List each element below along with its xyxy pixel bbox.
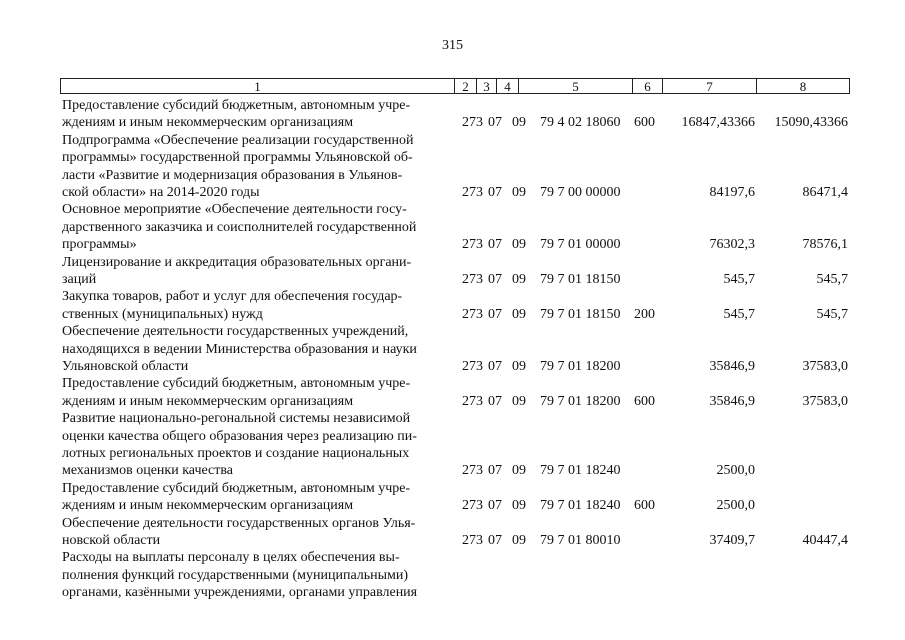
table-row <box>0 480 905 515</box>
cell-c2: 273 <box>462 393 483 409</box>
cell-c8: 545,7 <box>816 306 848 322</box>
table-row <box>0 515 905 550</box>
cell-c2: 273 <box>462 532 483 548</box>
description-line: ждениям и иным некоммерческим организациям <box>62 393 354 409</box>
row-description <box>62 480 456 515</box>
row-description <box>62 515 456 550</box>
cell-c2: 273 <box>462 184 483 200</box>
cell-c2: 273 <box>462 237 483 253</box>
table-row <box>0 254 905 289</box>
cell-c8: 37583,0 <box>802 358 848 374</box>
header-col-5: 5 <box>518 78 632 94</box>
cell-c2: 273 <box>462 463 483 479</box>
description-line: Обеспечение деятельности государственных учреждений, <box>62 324 409 340</box>
cell-c5: 79 7 01 18150 <box>540 306 621 322</box>
row-description <box>62 375 456 410</box>
cell-c5: 79 7 01 80010 <box>540 532 621 548</box>
cell-c5: 79 4 02 18060 <box>540 115 621 131</box>
cell-c8: 78576,1 <box>802 237 848 253</box>
cell-c8: 86471,4 <box>802 184 848 200</box>
row-description <box>62 323 456 375</box>
cell-c4: 09 <box>512 184 526 200</box>
cell-c7: 76302,3 <box>709 237 755 253</box>
description-line: Обеспечение деятельности государственных органов Улья- <box>62 515 416 531</box>
description-line: Предоставление субсидий бюджетным, автономным учре- <box>62 480 411 496</box>
cell-c5: 79 7 01 18200 <box>540 393 621 409</box>
row-description <box>62 410 456 480</box>
cell-c7: 35846,9 <box>709 358 755 374</box>
cell-c3: 07 <box>488 237 502 253</box>
cell-c3: 07 <box>488 115 502 131</box>
cell-c7: 35846,9 <box>709 393 755 409</box>
cell-c7: 16847,43366 <box>681 115 755 131</box>
description-line: программы» государственной программы Ульяновской об- <box>62 150 413 166</box>
table-row <box>0 288 905 323</box>
cell-c3: 07 <box>488 463 502 479</box>
cell-c4: 09 <box>512 358 526 374</box>
cell-c6: 600 <box>634 393 655 409</box>
cell-c3: 07 <box>488 358 502 374</box>
table-row <box>0 201 905 253</box>
cell-c7: 84197,6 <box>709 184 755 200</box>
cell-c7: 2500,0 <box>716 463 755 479</box>
cell-c5: 79 7 01 18150 <box>540 271 621 287</box>
cell-c7: 545,7 <box>723 306 755 322</box>
row-description <box>62 97 456 132</box>
cell-c3: 07 <box>488 306 502 322</box>
description-line: Закупка товаров, работ и услуг для обеспечения госудаp- <box>62 289 403 305</box>
cell-c4: 09 <box>512 532 526 548</box>
description-line: ждениям и иным некоммерческим организациям <box>62 498 354 514</box>
cell-c6: 600 <box>634 115 655 131</box>
description-line: ждениям и иным некоммерческим организациям <box>62 115 354 131</box>
header-col-7: 7 <box>662 78 756 94</box>
cell-c4: 09 <box>512 306 526 322</box>
description-line: органами, казёнными учреждениями, органами управления <box>62 585 418 601</box>
description-line: ласти «Развитие и модернизация образования в Ульянов- <box>62 167 403 183</box>
cell-c2: 273 <box>462 115 483 131</box>
description-line: ской области» на 2014-2020 годы <box>62 185 260 201</box>
cell-c4: 09 <box>512 393 526 409</box>
description-line: Предоставление субсидий бюджетным, автономным учре- <box>62 376 411 392</box>
row-description <box>62 254 456 289</box>
cell-c8: 545,7 <box>816 271 848 287</box>
description-line: заций <box>62 272 97 287</box>
header-col-6: 6 <box>632 78 662 94</box>
cell-c7: 37409,7 <box>709 532 755 548</box>
cell-c3: 07 <box>488 184 502 200</box>
cell-c2: 273 <box>462 271 483 287</box>
description-line: Расходы на выплаты персоналу в целях обеспечения вы- <box>62 550 400 566</box>
description-line: находящихся в ведении Министерства образования и науки <box>62 341 417 357</box>
cell-c4: 09 <box>512 115 526 131</box>
cell-c7: 545,7 <box>723 271 755 287</box>
cell-c8: 40447,4 <box>802 532 848 548</box>
table-row <box>0 375 905 410</box>
description-line: оценки качества общего образования через реализацию пи- <box>62 428 417 444</box>
description-line: программы» <box>62 237 137 253</box>
cell-c4: 09 <box>512 463 526 479</box>
description-line: механизмов оценки качества <box>62 463 234 479</box>
cell-c5: 79 7 00 00000 <box>540 184 621 200</box>
header-col-2: 2 <box>454 78 476 94</box>
cell-c3: 07 <box>488 271 502 287</box>
description-line: новской области <box>62 533 161 548</box>
header-col-8: 8 <box>756 78 850 94</box>
cell-c4: 09 <box>512 237 526 253</box>
header-col-3: 3 <box>476 78 496 94</box>
cell-c4: 09 <box>512 498 526 514</box>
description-line: Предоставление субсидий бюджетным, автономным учре- <box>62 98 411 113</box>
row-description <box>62 549 456 601</box>
page-number: 315 <box>442 38 463 53</box>
cell-c3: 07 <box>488 498 502 514</box>
description-line: Ульяновской области <box>62 359 189 374</box>
description-line: ственных (муниципальных) нужд <box>62 306 263 322</box>
cell-c6: 600 <box>634 498 655 514</box>
cell-c8: 37583,0 <box>802 393 848 409</box>
table-row <box>0 323 905 375</box>
cell-c3: 07 <box>488 393 502 409</box>
cell-c5: 79 7 01 00000 <box>540 237 621 253</box>
cell-c2: 273 <box>462 498 483 514</box>
table-row <box>0 97 905 132</box>
header-col-1: 1 <box>60 78 454 94</box>
header-col-4: 4 <box>496 78 518 94</box>
description-line: Подпрограмма «Обеспечение реализации государственной <box>62 132 414 148</box>
table-row <box>0 132 905 202</box>
description-line: дарственного заказчика и соисполнителей государственной <box>62 219 417 235</box>
row-description <box>62 132 456 202</box>
cell-c5: 79 7 01 18240 <box>540 498 621 514</box>
cell-c5: 79 7 01 18200 <box>540 358 621 374</box>
description-line: полнения функций государственными (муниципальными) <box>62 567 409 583</box>
cell-c7: 2500,0 <box>716 498 755 514</box>
cell-c3: 07 <box>488 532 502 548</box>
description-line: Основное мероприятие «Обеспечение деятельности госу- <box>62 202 407 218</box>
row-description <box>62 288 456 323</box>
cell-c5: 79 7 01 18240 <box>540 463 621 479</box>
row-description <box>62 201 456 253</box>
cell-c8: 15090,43366 <box>774 115 848 131</box>
description-line: Развитие национально-регональной системы независимой <box>62 411 411 427</box>
cell-c2: 273 <box>462 358 483 374</box>
cell-c6: 200 <box>634 306 655 322</box>
cell-c4: 09 <box>512 271 526 287</box>
description-line: лотных региональных проектов и создание национальных <box>62 446 410 461</box>
description-line: Лицензирование и аккредитация образовательных органи- <box>62 254 412 270</box>
table-row <box>0 549 905 601</box>
cell-c2: 273 <box>462 306 483 322</box>
table-row <box>0 410 905 480</box>
